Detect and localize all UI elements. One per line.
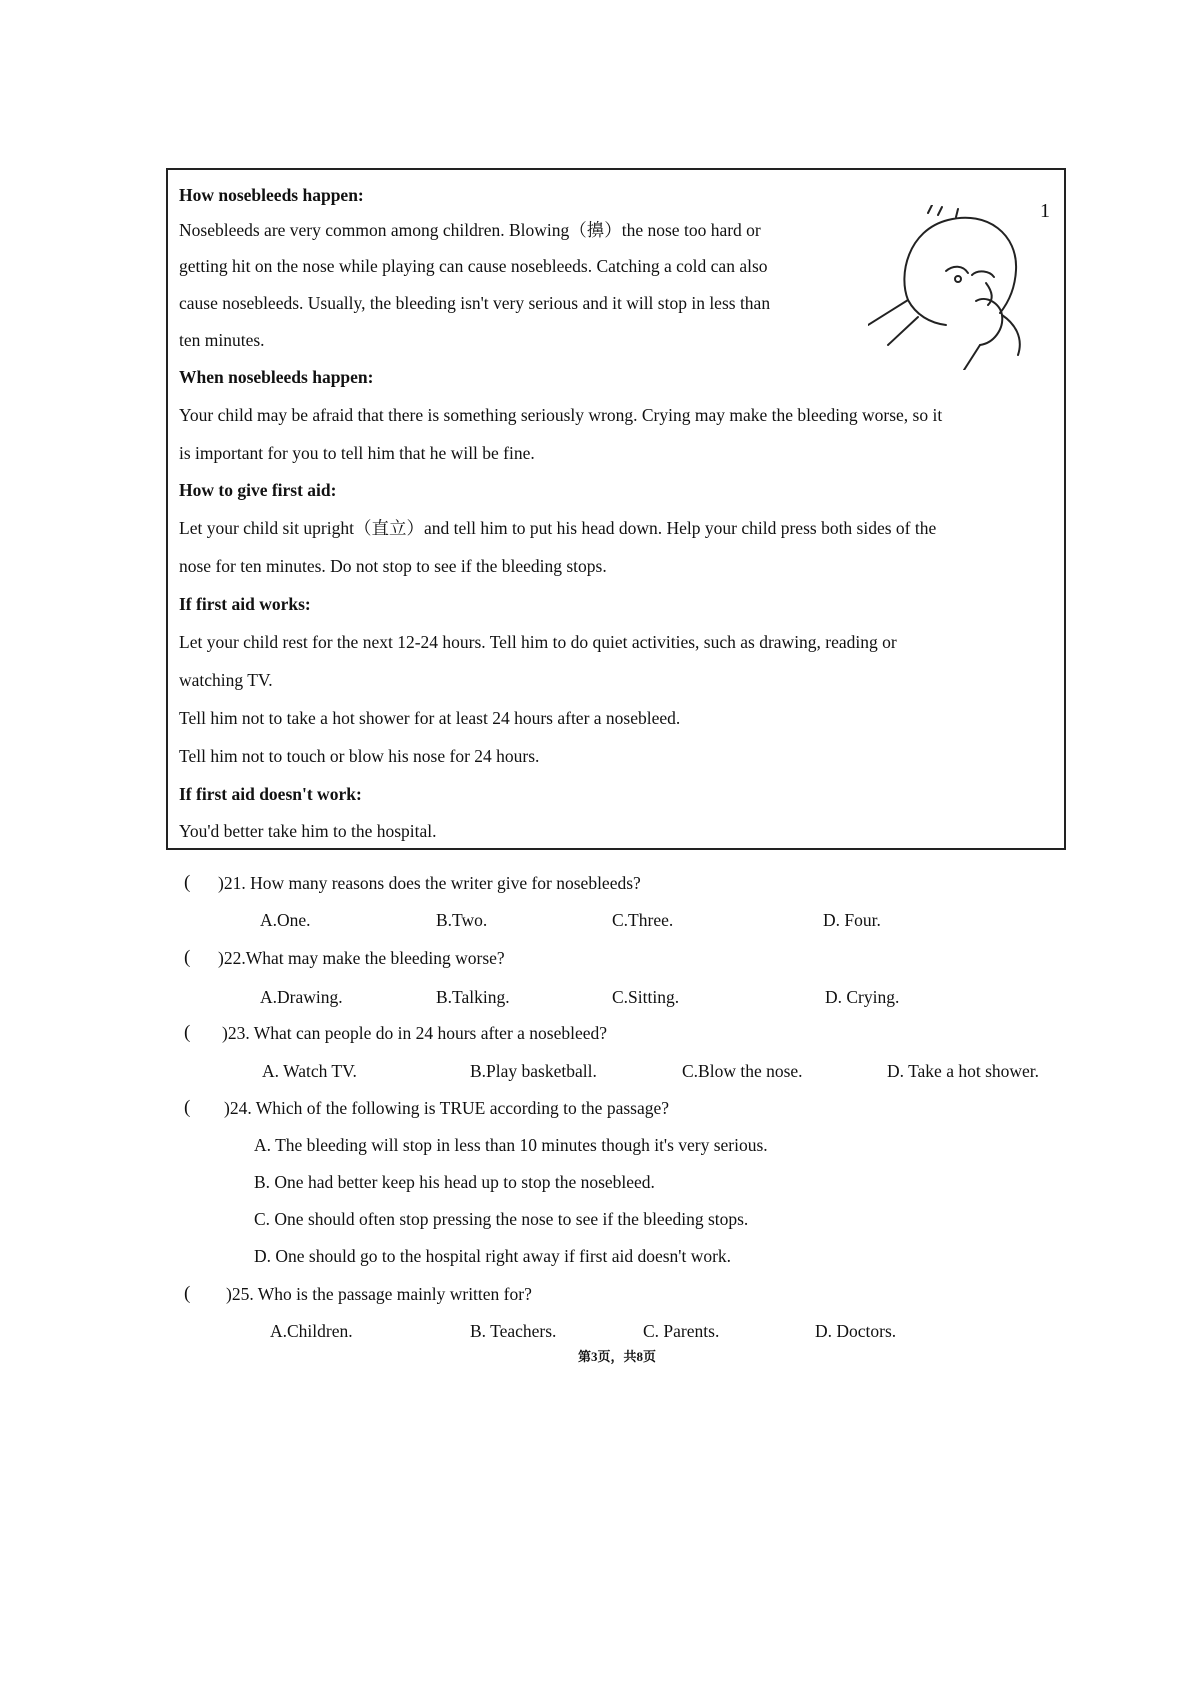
child-nosebleed-illustration (868, 205, 1056, 370)
option: C. One should often stop pressing the nose to see if the bleeding stops. (254, 1209, 749, 1229)
option: D. One should go to the hospital right away if first aid doesn't work. (254, 1246, 732, 1266)
passage-line: Tell him not to take a hot shower for at least 24 hours after a nosebleed. (179, 708, 681, 728)
passage-line: nose for ten minutes. Do not stop to see if the bleeding stops. (179, 556, 607, 576)
passage-line: watching TV. (179, 670, 273, 690)
corner-mark: 1 (1040, 200, 1050, 222)
passage-line: getting hit on the nose while playing can cause nosebleeds. Catching a cold can also (179, 256, 768, 276)
option: D. Take a hot shower. (887, 1061, 1040, 1081)
question-stem: )24. Which of the following is TRUE according to the passage? (224, 1098, 670, 1118)
question-stem: )22.What may make the bleeding worse? (218, 948, 505, 968)
answer-bracket: ( (184, 872, 191, 893)
option: C.Blow the nose. (682, 1061, 803, 1081)
section-heading: How nosebleeds happen: (179, 185, 364, 205)
option: D. Four. (823, 910, 881, 930)
option: A.One. (260, 910, 311, 930)
option: B.Play basketball. (470, 1061, 597, 1081)
option: A. Watch TV. (262, 1061, 357, 1081)
passage-line: is important for you to tell him that he will be fine. (179, 443, 535, 463)
passage-line: ten minutes. (179, 330, 265, 350)
option: D. Crying. (825, 987, 900, 1007)
option: B.Talking. (436, 987, 510, 1007)
option: A.Drawing. (260, 987, 343, 1007)
passage-line: cause nosebleeds. Usually, the bleeding isn't very serious and it will stop in less than (179, 293, 771, 313)
option: B. One had better keep his head up to stop the nosebleed. (254, 1172, 655, 1192)
section-heading: How to give first aid: (179, 480, 337, 500)
section-heading: If first aid works: (179, 594, 311, 614)
option: A.Children. (270, 1321, 353, 1341)
passage-line: Nosebleeds are very common among children. Blowing（擤）the nose too hard or (179, 220, 761, 240)
question-stem: )25. Who is the passage mainly written for? (226, 1284, 532, 1304)
question-stem: )21. How many reasons does the writer give for nosebleeds? (218, 873, 641, 893)
question-stem: )23. What can people do in 24 hours after a nosebleed? (222, 1023, 608, 1043)
option: C. Parents. (643, 1321, 720, 1341)
answer-bracket: ( (184, 1097, 191, 1118)
answer-bracket: ( (184, 1022, 191, 1043)
page-number-footer: 第3页，共8页 (578, 1349, 657, 1364)
option: D. Doctors. (815, 1321, 897, 1341)
option: B. Teachers. (470, 1321, 557, 1341)
option: C.Sitting. (612, 987, 680, 1007)
option: C.Three. (612, 910, 674, 930)
section-heading: If first aid doesn't work: (179, 784, 362, 804)
option: A. The bleeding will stop in less than 10 minutes though it's very serious. (254, 1135, 768, 1155)
passage-line: Let your child sit upright（直立）and tell him to put his head down. Help your child press both sides of the (179, 518, 937, 538)
answer-bracket: ( (184, 947, 191, 968)
answer-bracket: ( (184, 1283, 191, 1304)
section-heading: When nosebleeds happen: (179, 367, 374, 387)
passage-line: Let your child rest for the next 12-24 hours. Tell him to do quiet activities, such as drawing, reading or (179, 632, 897, 652)
passage-line: You'd better take him to the hospital. (179, 821, 437, 841)
passage-line: Your child may be afraid that there is something seriously wrong. Crying may make the bleeding worse, so it (179, 405, 943, 425)
passage-line: Tell him not to touch or blow his nose for 24 hours. (179, 746, 540, 766)
option: B.Two. (436, 910, 488, 930)
